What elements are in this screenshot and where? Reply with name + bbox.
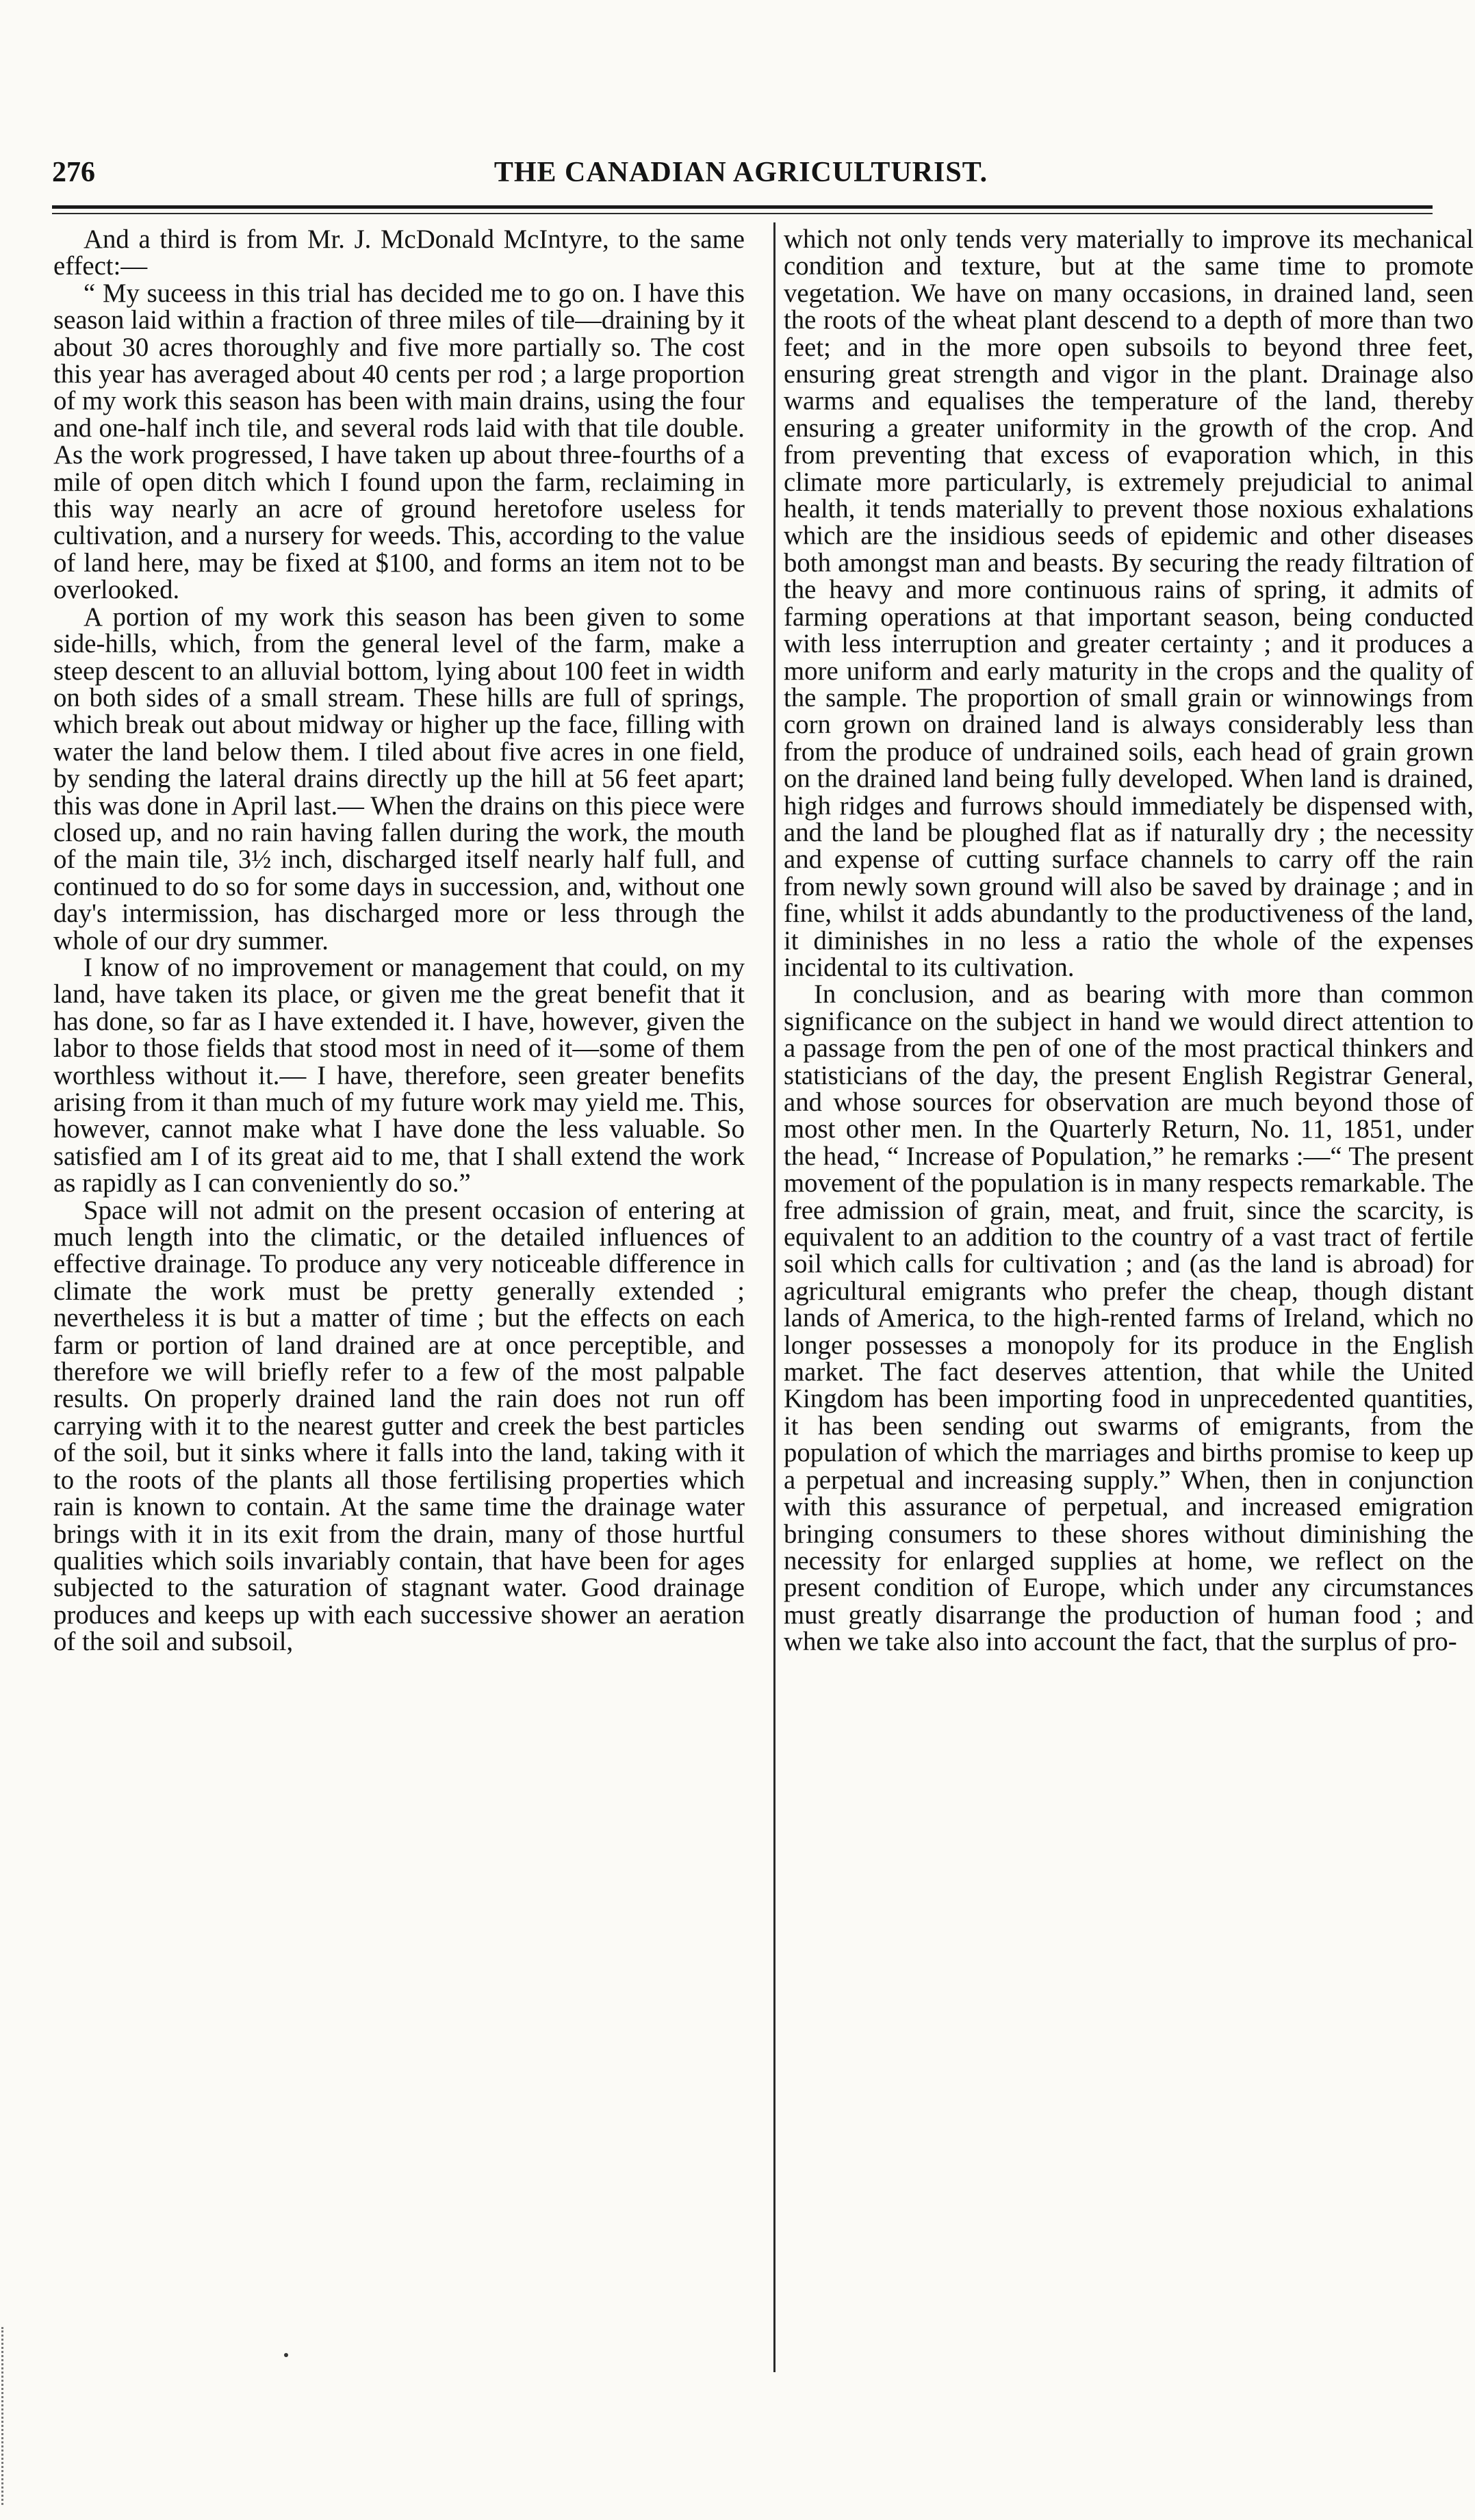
paragraph: “ My suceess in this trial has decided me to go on. I have this season laid within a fraction of three miles of tile—draining by it about 30 acres thoroughly and five more partially so. The cost this year has averaged about 40 cents per rod ; a large proportion of my work this season has been with main drains, using the four and one-half inch tile, and several rods laid with that tile double. As the work progressed, I have taken up about three-fourths of a mile of open ditch which I found upon the farm, reclaiming in this way nearly an acre of ground heretofore useless for cultivation, and a nursery for weeds. This, according to the value of land here, may be fixed at $100, and forms an item not to be overlooked.	[53, 278, 745, 605]
paragraph: which not only tends very materially to improve its mechanical condition and texture, but at the same time to promote vegetation. We have on many occasions, in drained land, seen the roots of the wheat plant descend to a depth of more than two feet; and in the more open subsoils to beyond three feet, ensuring great strength and vigor in the plant. Drainage also warms and equalises the temperature of the land, thereby ensuring a greater uniformity in the growth of the crop. And from preventing that excess of evaporation which, in this climate more particularly, is extremely prejudicial to animal health, it tends materially to prevent those noxious exhalations which are the insidious seeds of epidemic and other diseases both amongst man and beasts. By securing the ready filtration of the heavy and more continuous rains of spring, it admits of farming operations at that important season, being conducted with less interruption and greater certainty ; and it produces a more uniform and early maturity in the crops and the quality of the sample. The proportion of small grain or winnowings from corn grown on drained land is always considerably less than from the produce of undrained soils, each head of grain grown on the drained land being fully developed. When land is drained, high ridges and furrows should immediately be dispensed with, and the land be ploughed flat as if naturally dry ; the necessity and expense of cutting surface channels to carry off the rain from newly sown ground will also be saved by drainage ; and in fine, whilst it adds abundantly to the productiveness of the land, it diminishes in no less a ratio the whole of the expenses incidental to its cultivation.	[784, 224, 1474, 982]
margin-mark	[1, 2327, 6, 2505]
paragraph: In conclusion, and as bearing with more than common significance on the subject in hand we would direct attention to a passage from the pen of one of the most practical thinkers and statisticians of the day, the present English Registrar General, and whose sources for observation are much beyond those of most other men. In the Quarterly Return, No. 11, 1851, under the head, “ Increase of Population,” he remarks :—“ The present movement of the population is in many respects remarkable. The free admission of grain, meat, and fruit, since the scarcity, is equivalent to an addition to the country of a vast tract of fertile soil which calls for cultivation ; and (as the land is abroad) for agricultural emigrants who prefer the cheap, though distant lands of America, to the high-rented farms of Ireland, which no longer possesses a monopoly for its produce in the English market. The fact deserves attention, that while the United Kingdom has been importing food in unprecedented quantities, it has been sending out swarms of emigrants, from the population of which the marriages and births promise to keep up a perpetual and increasing supply.” When, then in conjunction with this assurance of perpetual, and increased emigration bringing consumers to these shores without diminishing the necessity for enlarged supplies at home, we reflect on the present condition of Europe, which under any circumstances must greatly disarrange the production of human food ; and when we take also into account the fact, that the surplus of pro-	[784, 979, 1474, 1657]
left-column	[53, 226, 745, 1656]
running-title: THE CANADIAN AGRICULTURIST.	[493, 157, 988, 188]
page-number: 276	[52, 157, 95, 188]
header-rule-thick	[52, 205, 1433, 209]
paragraph: I know of no improvement or management that could, on my land, have taken its place, or given me the great benefit that it has done, so far as I have extended it. I have, however, given the labor to those fields that stood most in need of it—some of them worthless without it.— I have, therefore, seen greater benefits arising from it than much of my future work may yield me. This, however, cannot make what I have done the less valuable. So satisfied am I of its great aid to me, that I shall extend the work as rapidly as I can conveniently do so.”	[53, 952, 745, 1198]
page-header	[48, 156, 1434, 204]
paragraph: And a third is from Mr. J. McDonald McIntyre, to the same effect:—	[53, 224, 745, 281]
column-divider	[773, 222, 775, 2372]
header-rule-thin	[52, 213, 1433, 214]
paragraph: Space will not admit on the present occasion of entering at much length into the climatic, or the detailed influences of effective drainage. To produce any very noticeable difference in climate the work must be pretty generally extended ; nevertheless it is but a matter of time ; but the effects on each farm or portion of land drained are at once perceptible, and therefore we will briefly refer to a few of the most palpable results. On properly drained land the rain does not run off carrying with it to the nearest gutter and creek the best particles of the soil, but it sinks where it falls into the land, taking with it to the roots of the plants all those fertilising properties which rain is known to contain. At the same time the drainage water brings with it in its exit from the drain, many of those hurtful qualities which soils invariably contain, that have been for ages subjected to the saturation of stagnant water. Good drainage produces and keeps up with each successive shower an aeration of the soil and subsoil,	[53, 1195, 745, 1657]
paragraph: A portion of my work this season has been given to some side-hills, which, from the general level of the farm, make a steep descent to an alluvial bottom, lying about 100 feet in width on both sides of a small stream. These hills are full of springs, which break out about midway or higher up the face, filling with water the land below them. I tiled about five acres in one field, by sending the lateral drains directly up the hill at 56 feet apart; this was done in April last.— When the drains on this piece were closed up, and no rain having fallen during the work, the mouth of the main tile, 3½ inch, discharged itself nearly half full, and continued to do so for some days in succession, and, without one day's intermission, has discharged more or less through the whole of our dry summer.	[53, 602, 745, 955]
right-column	[784, 226, 1474, 1656]
stray-mark	[284, 2353, 288, 2357]
